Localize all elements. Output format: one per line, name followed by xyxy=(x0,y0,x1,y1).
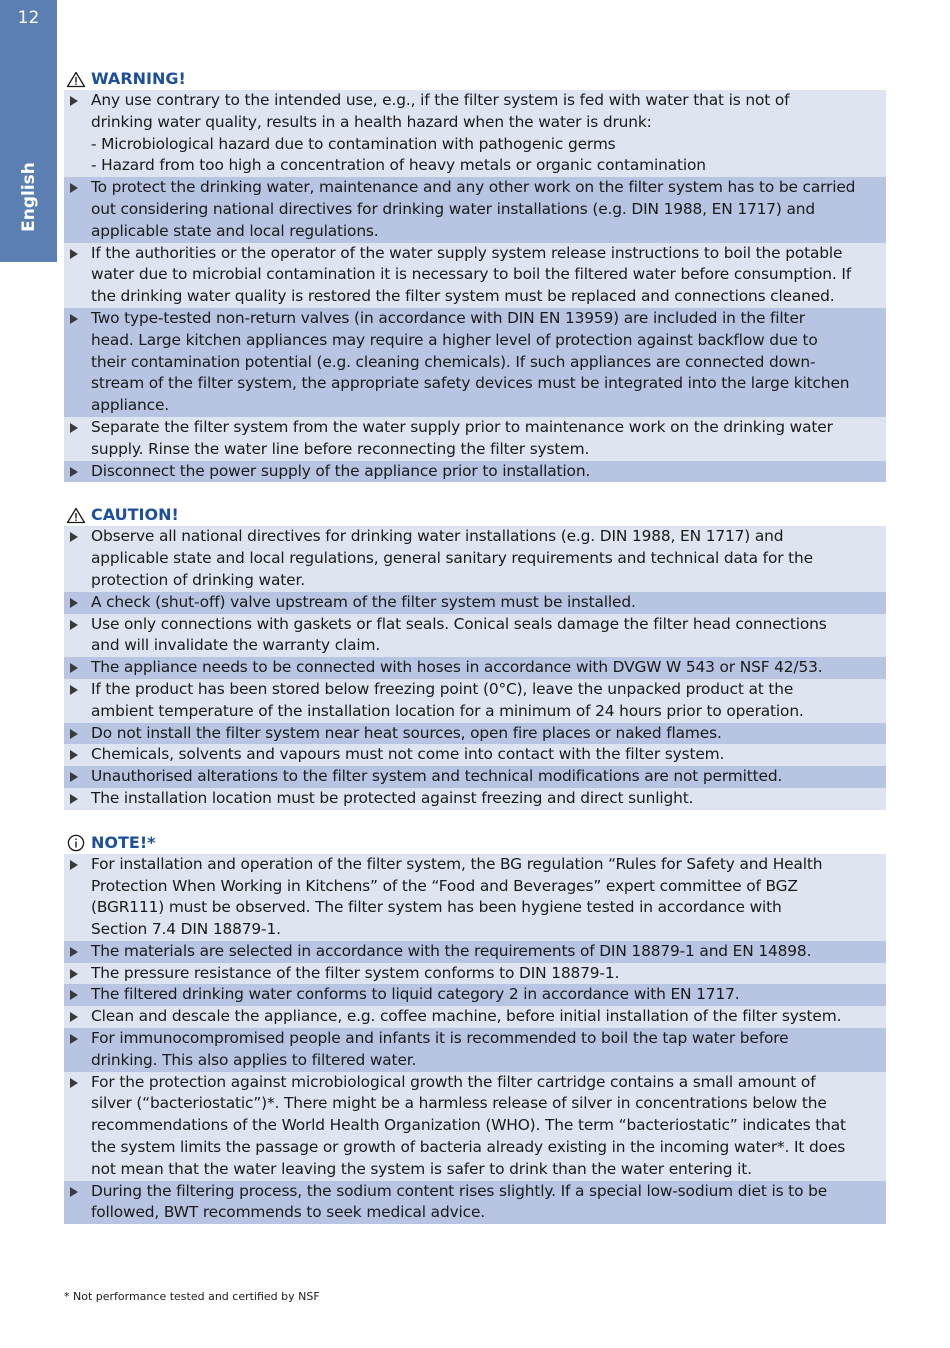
item-text-line: stream of the filter system, the appropriate safety devices must be integrated into the large kitchen xyxy=(91,374,850,393)
list-item xyxy=(64,461,886,483)
item-text-line: applicable state and local regulations. xyxy=(91,221,379,240)
section-heading xyxy=(64,68,886,90)
item-text-line: the drinking water quality is restored the filter system must be replaced and connections cleaned. xyxy=(91,287,835,306)
list-item xyxy=(64,177,886,242)
list-item xyxy=(64,744,886,766)
item-text-line: Clean and descale the appliance, e.g. coffee machine, before initial installation of the filter system. xyxy=(91,1007,842,1026)
list-item xyxy=(64,1072,886,1181)
item-text-line: If the product has been stored below freezing point (0°C), leave the unpacked product at the xyxy=(91,679,794,698)
list-item xyxy=(64,1181,886,1225)
info-circle-icon xyxy=(64,834,91,852)
list-item xyxy=(64,854,886,941)
bullet-list xyxy=(64,854,886,1225)
item-text-line: head. Large kitchen appliances may require a higher level of protection against backflow due to xyxy=(91,330,818,349)
page-number: 12 xyxy=(17,8,40,28)
item-text-line: Unauthorised alterations to the filter system and technical modifications are not permitted. xyxy=(91,767,783,786)
item-text-line: water due to microbial contamination it is necessary to boil the filtered water before consumption. If xyxy=(91,265,851,284)
bullet-arrow-icon xyxy=(70,794,78,804)
item-text-line: not mean that the water leaving the system is safer to drink than the water entering it. xyxy=(91,1159,752,1178)
item-text-line: Use only connections with gaskets or flat seals. Conical seals damage the filter head connections xyxy=(91,614,827,633)
caution-triangle-icon xyxy=(64,507,91,524)
item-text-line: drinking water quality, results in a health hazard when the water is drunk: xyxy=(91,112,652,131)
item-text-line: Disconnect the power supply of the appliance prior to installation. xyxy=(91,461,591,480)
item-text-line: The appliance needs to be connected with hoses in accordance with DVGW W 543 or NSF 42/53. xyxy=(91,658,823,677)
item-text-line: the system limits the passage or growth of bacteria already existing in the incoming water*. It does xyxy=(91,1138,846,1157)
item-text-line: out considering national directives for drinking water installations (e.g. DIN 1988, EN 1717) and xyxy=(91,199,815,218)
bullet-arrow-icon xyxy=(70,750,78,760)
item-text-line: To protect the drinking water, maintenance and any other work on the filter system has to be carried xyxy=(91,178,856,197)
warning-triangle-icon xyxy=(64,71,91,88)
bullet-arrow-icon xyxy=(70,685,78,695)
bullet-arrow-icon xyxy=(70,423,78,433)
bullet-arrow-icon xyxy=(70,1012,78,1022)
section-heading xyxy=(64,504,886,526)
item-text-line: applicable state and local regulations, general sanitary requirements and technical data for the xyxy=(91,549,813,568)
item-text-line: Any use contrary to the intended use, e.g., if the filter system is fed with water that is not of xyxy=(91,91,790,109)
bullet-arrow-icon xyxy=(70,532,78,542)
item-text-line: ambient temperature of the installation location for a minimum of 24 hours prior to operation. xyxy=(91,701,804,720)
item-text-line: Protection When Working in Kitchens” of the “Food and Beverages” expert committee of BGZ xyxy=(91,876,798,895)
bullet-arrow-icon xyxy=(70,1078,78,1088)
list-item xyxy=(64,1028,886,1072)
bullet-list xyxy=(64,526,886,809)
list-item xyxy=(64,614,886,658)
list-item xyxy=(64,723,886,745)
item-text-line: The installation location must be protected against freezing and direct sunlight. xyxy=(91,788,694,807)
list-item xyxy=(64,984,886,1006)
list-item xyxy=(64,243,886,308)
section-heading xyxy=(64,832,886,854)
item-text-line: Separate the filter system from the water supply prior to maintenance work on the drinking water xyxy=(91,417,833,436)
list-item xyxy=(64,592,886,614)
bullet-arrow-icon xyxy=(70,947,78,957)
item-text-line: (BGR111) must be observed. The filter system has been hygiene tested in accordance with xyxy=(91,898,782,917)
list-item xyxy=(64,308,886,417)
list-item xyxy=(64,963,886,985)
item-text-line: If the authorities or the operator of the water supply system release instructions to boil the potable xyxy=(91,243,843,262)
item-text-line: The filtered drinking water conforms to liquid category 2 in accordance with EN 1717. xyxy=(91,985,740,1004)
bullet-arrow-icon xyxy=(70,663,78,673)
bullet-arrow-icon xyxy=(70,969,78,979)
safety-instructions xyxy=(64,68,886,1224)
bullet-arrow-icon xyxy=(70,249,78,259)
list-item xyxy=(64,1006,886,1028)
list-item xyxy=(64,679,886,723)
item-text-line: The materials are selected in accordance with the requirements of DIN 18879-1 and EN 14898. xyxy=(91,941,812,960)
bullet-arrow-icon xyxy=(70,990,78,1000)
item-text-line: silver (“bacteriostatic”)*. There might be a harmless release of silver in concentrations below the xyxy=(91,1094,827,1113)
item-text-line: their contamination potential (e.g. cleaning chemicals). If such appliances are connected down- xyxy=(91,352,816,371)
item-text-line: appliance. xyxy=(91,396,170,415)
list-item xyxy=(64,941,886,963)
bullet-arrow-icon xyxy=(70,860,78,870)
bullet-arrow-icon xyxy=(70,772,78,782)
item-text-line: Two type-tested non-return valves (in accordance with DIN EN 13959) are included in the filter xyxy=(91,308,805,327)
item-text-line: and will invalidate the warranty claim. xyxy=(91,636,381,655)
item-text-line: Chemicals, solvents and vapours must not come into contact with the filter system. xyxy=(91,745,725,764)
list-item xyxy=(64,788,886,810)
item-text-line: The pressure resistance of the filter system conforms to DIN 18879-1. xyxy=(91,963,620,982)
bullet-arrow-icon xyxy=(70,1034,78,1044)
bullet-list xyxy=(64,90,886,482)
list-item xyxy=(64,526,886,591)
section-title: CAUTION! xyxy=(91,505,179,525)
bullet-arrow-icon xyxy=(70,729,78,739)
item-text-line: During the filtering process, the sodium content rises slightly. If a special low-sodium diet is to be xyxy=(91,1181,828,1200)
item-text-line: - Hazard from too high a concentration of heavy metals or organic contamination xyxy=(91,156,706,175)
bullet-arrow-icon xyxy=(70,467,78,477)
list-item xyxy=(64,90,886,177)
item-text-line: For the protection against microbiological growth the filter cartridge contains a small amount of xyxy=(91,1072,816,1091)
item-text-line: drinking. This also applies to filtered water. xyxy=(91,1050,417,1069)
section-title: NOTE!* xyxy=(91,832,156,852)
bullet-arrow-icon xyxy=(70,314,78,324)
item-text-line: recommendations of the World Health Organization (WHO). The term “bacteriostatic” indicates that xyxy=(91,1116,846,1135)
item-text-line: For installation and operation of the filter system, the BG regulation “Rules for Safety and Health xyxy=(91,854,823,873)
item-text-line: Section 7.4 DIN 18879-1. xyxy=(91,920,281,939)
item-text-line: Observe all national directives for drinking water installations (e.g. DIN 1988, EN 1717) and xyxy=(91,527,784,546)
item-text-line: Do not install the filter system near heat sources, open fire places or naked flames. xyxy=(91,723,722,742)
section-title: WARNING! xyxy=(91,69,186,88)
language-sidebar-tab xyxy=(0,0,57,262)
bullet-arrow-icon xyxy=(70,620,78,630)
item-text-line: protection of drinking water. xyxy=(91,570,305,589)
footnote: * Not performance tested and certified by NSF xyxy=(64,1290,320,1303)
item-text-line: followed, BWT recommends to seek medical advice. xyxy=(91,1203,486,1222)
item-text-line: - Microbiological hazard due to contamination with pathogenic germs xyxy=(91,134,616,153)
list-item xyxy=(64,657,886,679)
bullet-arrow-icon xyxy=(70,96,78,106)
bullet-arrow-icon xyxy=(70,1187,78,1197)
item-text-line: supply. Rinse the water line before reconnecting the filter system. xyxy=(91,439,590,458)
list-item xyxy=(64,766,886,788)
bullet-arrow-icon xyxy=(70,598,78,608)
item-text-line: A check (shut-off) valve upstream of the filter system must be installed. xyxy=(91,592,636,611)
item-text-line: For immunocompromised people and infants it is recommended to boil the tap water before xyxy=(91,1029,789,1048)
bullet-arrow-icon xyxy=(70,183,78,193)
list-item xyxy=(64,417,886,461)
language-label: English xyxy=(19,162,39,232)
